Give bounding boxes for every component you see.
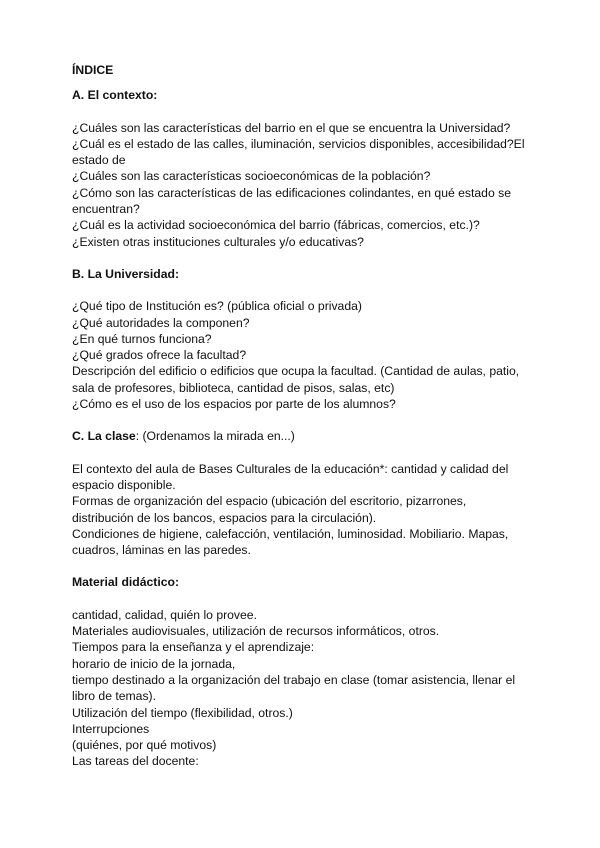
section-c-line: espacio disponible.	[72, 477, 176, 492]
section-b-line: sala de profesores, biblioteca, cantidad de pisos, salas, etc)	[72, 380, 395, 395]
section-c-line: El contexto del aula de Bases Culturales de la educación*: cantidad y calidad del	[72, 461, 509, 476]
section-c-line: Condiciones de higiene, calefacción, ventilación, luminosidad. Mobiliario. Mapas,	[72, 526, 509, 541]
section-a-line: ¿Cómo son las características de las edificaciones colindantes, en qué estado se	[72, 185, 511, 200]
material-line: libro de temas).	[72, 689, 156, 704]
section-c-heading-bold: C. La clase	[72, 429, 136, 444]
section-a-line: ¿Existen otras instituciones culturales y/o educativas?	[72, 234, 364, 249]
material-body	[72, 607, 532, 770]
material-line: (quiénes, por qué motivos)	[72, 738, 217, 753]
section-b-line: ¿En qué turnos funciona?	[72, 331, 212, 346]
section-b-line: Descripción del edificio o edificios que ocupa la facultad. (Cantidad de aulas, patio,	[72, 364, 520, 379]
section-c-body	[72, 461, 532, 559]
section-c-heading	[72, 428, 532, 444]
section-b-heading: B. La Universidad:	[72, 266, 180, 281]
section-a-line: ¿Cuáles son las características socioeconómicas de la población?	[72, 169, 431, 184]
document-page	[72, 62, 532, 770]
section-a-body	[72, 120, 532, 250]
section-a-line: ¿Cuál es la actividad socioeconómica del barrio (fábricas, comercios, etc.)?	[72, 218, 480, 233]
material-line: Utilización del tiempo (flexibilidad, otros.)	[72, 705, 293, 720]
section-c-line: Formas de organización del espacio (ubicación del escritorio, pizarrones,	[72, 494, 467, 509]
material-line: Materiales audiovisuales, utilización de recursos informáticos, otros.	[72, 624, 440, 639]
material-line: horario de inicio de la jornada,	[72, 656, 236, 671]
material-line: Las tareas del docente:	[72, 754, 199, 769]
material-line: Interrupciones	[72, 721, 150, 736]
section-a-line: ¿Cuál es el estado de las calles, iluminación, servicios disponibles, accesibilidad?El	[72, 136, 525, 151]
section-b-line: ¿Qué tipo de Institución es? (pública oficial o privada)	[72, 299, 362, 314]
section-a-heading: A. El contexto:	[72, 88, 158, 103]
section-b-line: ¿Qué autoridades la componen?	[72, 315, 250, 330]
section-b-line: ¿Cómo es el uso de los espacios por parte de los alumnos?	[72, 397, 396, 412]
section-c-line: cuadros, láminas en las paredes.	[72, 543, 251, 558]
section-c-line: distribución de los bancos, espacios para la circulación).	[72, 510, 377, 525]
section-c-heading-rest: : (Ordenamos la mirada en...)	[135, 429, 295, 444]
material-heading: Material didáctico:	[72, 575, 180, 590]
material-line: Tiempos para la enseñanza y el aprendizaje:	[72, 640, 315, 655]
index-title: ÍNDICE	[72, 63, 114, 77]
material-line: cantidad, calidad, quién lo provee.	[72, 607, 257, 622]
section-b-body	[72, 298, 532, 412]
section-a-line: estado de	[72, 153, 126, 168]
section-a-line: encuentran?	[72, 202, 140, 217]
section-a-line: ¿Cuáles son las características del barrio en el que se encuentra la Universidad?	[72, 120, 511, 135]
material-line: tiempo destinado a la organización del trabajo en clase (tomar asistencia, llenar el	[72, 672, 516, 687]
section-b-line: ¿Qué grados ofrece la facultad?	[72, 348, 247, 363]
